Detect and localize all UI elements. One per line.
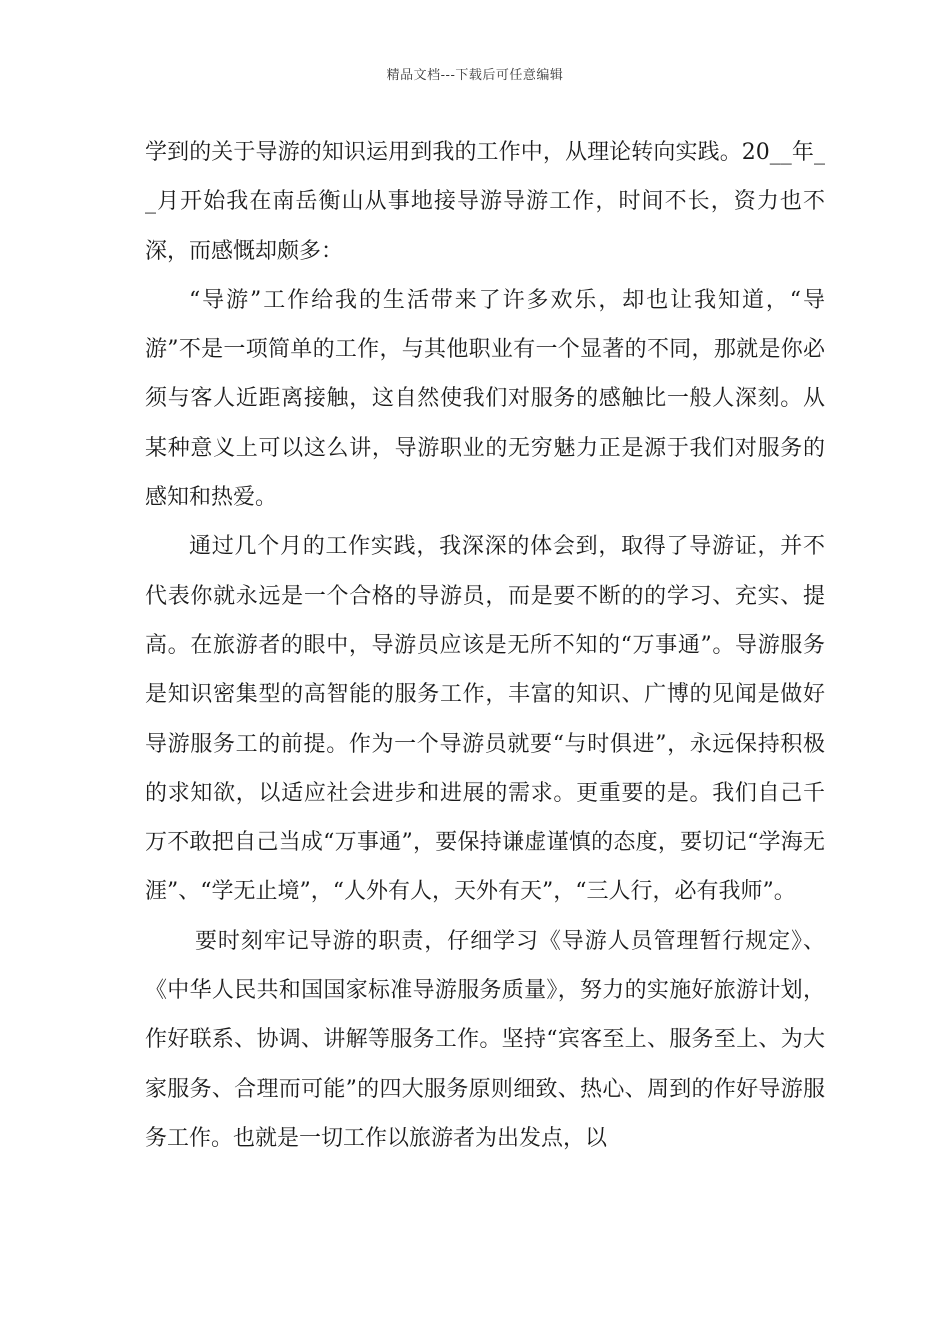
paragraph-4: 要时刻牢记导游的职责，仔细学习《导游人员管理暂行规定》、《中华人民共和国国家标准导游服务质量》，努力的实施好旅游计划，作好联系、协调、讲解等服务工作。坚持“宾客至上、服务至上、为大家服务、合理而可能”的四大服务原则细致、热心、周到的作好导游服务工作。也就是一切工作以旅游者为出发点，以 xyxy=(145,928,825,1151)
document-body xyxy=(145,128,825,1163)
paragraph-1: 学到的关于导游的知识运用到我的工作中，从理论转向实践。20__年__月开始我在南岳衡山从事地接导游导游工作，时间不长，资力也不深，而感慨却颇多： xyxy=(145,140,825,264)
paragraph-3: 通过几个月的工作实践，我深深的体会到，取得了导游证，并不代表你就永远是一个合格的导游员，而是要不断的的学习、充实、提高。在旅游者的眼中，导游员应该是无所不知的“万事通”。导游服务是知识密集型的高智能的服务工作，丰富的知识、广博的见闻是做好导游服务工的前提。作为一个导游员就要“与时俱进”，永远保持积极的求知欲，以适应社会进步和进展的需求。更重要的是。我们自己千万不敢把自己当成“万事通”，要保持谦虚谨慎的态度，要切记“学海无涯”、“学无止境”，“人外有人，天外有天”，“三人行，必有我师”。 xyxy=(145,534,825,905)
paragraph-2: “导游”工作给我的生活带来了许多欢乐，却也让我知道，“导游”不是一项简单的工作，与其他职业有一个显著的不同，那就是你必须与客人近距离接触，这自然使我们对服务的感触比一般人深刻。从某种意义上可以这么讲，导游职业的无穷魅力正是源于我们对服务的感知和热爱。 xyxy=(145,287,825,511)
page-header: 精品文档---下载后可任意编辑 xyxy=(386,68,564,83)
